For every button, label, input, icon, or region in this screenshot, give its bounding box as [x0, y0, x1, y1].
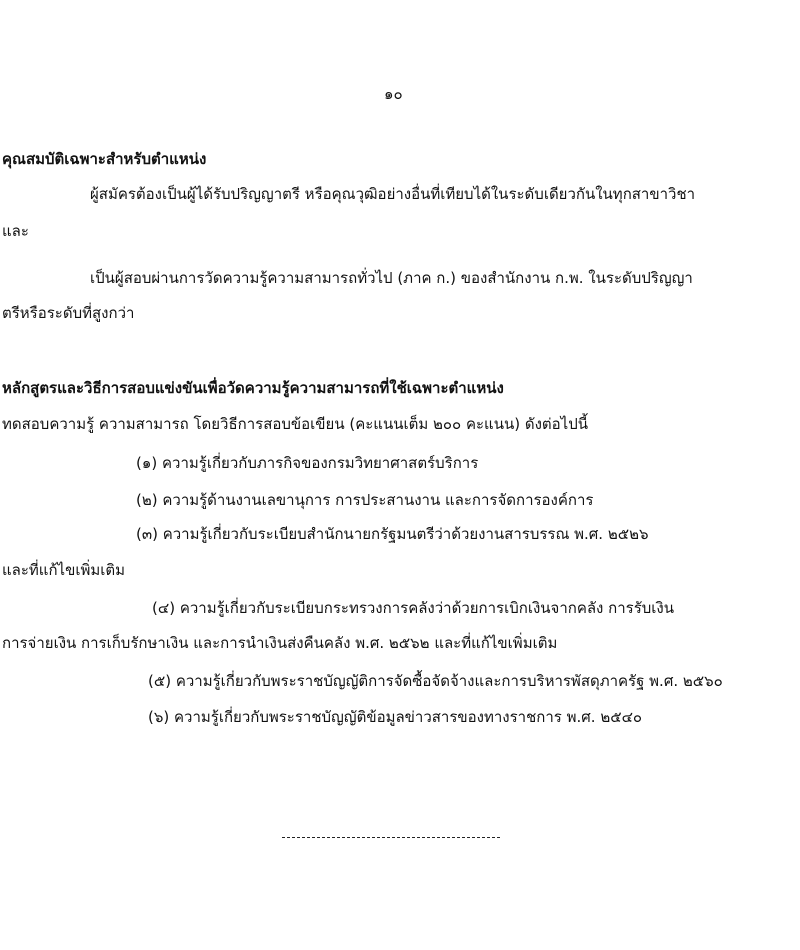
curriculum-intro: ทดสอบความรู้ ความสามารถ โดยวิธีการสอบข้อเขียน (คะแนนเต็ม ๒๐๐ คะแนน) ดังต่อไปนี้: [2, 415, 588, 433]
curriculum-item-2: (๒) ความรู้ด้านงานเลขานุการ การประสานงาน และการจัดการองค์การ: [136, 491, 594, 509]
qualifications-paragraph-2-line-1: เป็นผู้สอบผ่านการวัดความรู้ความสามารถทั่วไป (ภาค ก.) ของสำนักงาน ก.พ. ในระดับปริญญา: [90, 269, 693, 287]
curriculum-item-1: (๑) ความรู้เกี่ยวกับภารกิจของกรมวิทยาศาสตร์บริการ: [136, 454, 479, 472]
qualifications-paragraph-1-line-2: และ: [2, 222, 29, 240]
curriculum-heading: หลักสูตรและวิธีการสอบแข่งขันเพื่อวัดความรู้ความสามารถที่ใช้เฉพาะตำแหน่ง: [2, 379, 504, 397]
curriculum-item-4-line-1: (๔) ความรู้เกี่ยวกับระเบียบกระทรวงการคลังว่าด้วยการเบิกเงินจากคลัง การรับเงิน: [152, 599, 674, 617]
curriculum-item-3-line-2: และที่แก้ไขเพิ่มเติม: [2, 561, 126, 579]
end-divider: [282, 837, 500, 838]
qualifications-paragraph-2-line-2: ตรีหรือระดับที่สูงกว่า: [2, 304, 135, 322]
page-number: ๑๐: [384, 85, 403, 103]
curriculum-item-3-line-1: (๓) ความรู้เกี่ยวกับระเบียบสำนักนายกรัฐมนตรีว่าด้วยงานสารบรรณ พ.ศ. ๒๕๒๖: [136, 525, 649, 543]
qualifications-heading: คุณสมบัติเฉพาะสำหรับตำแหน่ง: [2, 150, 207, 168]
curriculum-item-5: (๕) ความรู้เกี่ยวกับพระราชบัญญัติการจัดซื้อจัดจ้างและการบริหารพัสดุภาครัฐ พ.ศ. ๒๕๖๐: [148, 672, 723, 690]
qualifications-paragraph-1-line-1: ผู้สมัครต้องเป็นผู้ได้รับปริญญาตรี หรือคุณวุฒิอย่างอื่นที่เทียบได้ในระดับเดียวกันในทุกสาขาวิชา: [90, 185, 696, 203]
curriculum-item-6: (๖) ความรู้เกี่ยวกับพระราชบัญญัติข้อมูลข่าวสารของทางราชการ พ.ศ. ๒๕๔๐: [148, 708, 643, 726]
curriculum-item-4-line-2: การจ่ายเงิน การเก็บรักษาเงิน และการนำเงินส่งคืนคลัง พ.ศ. ๒๕๖๒ และที่แก้ไขเพิ่มเติม: [2, 634, 558, 652]
